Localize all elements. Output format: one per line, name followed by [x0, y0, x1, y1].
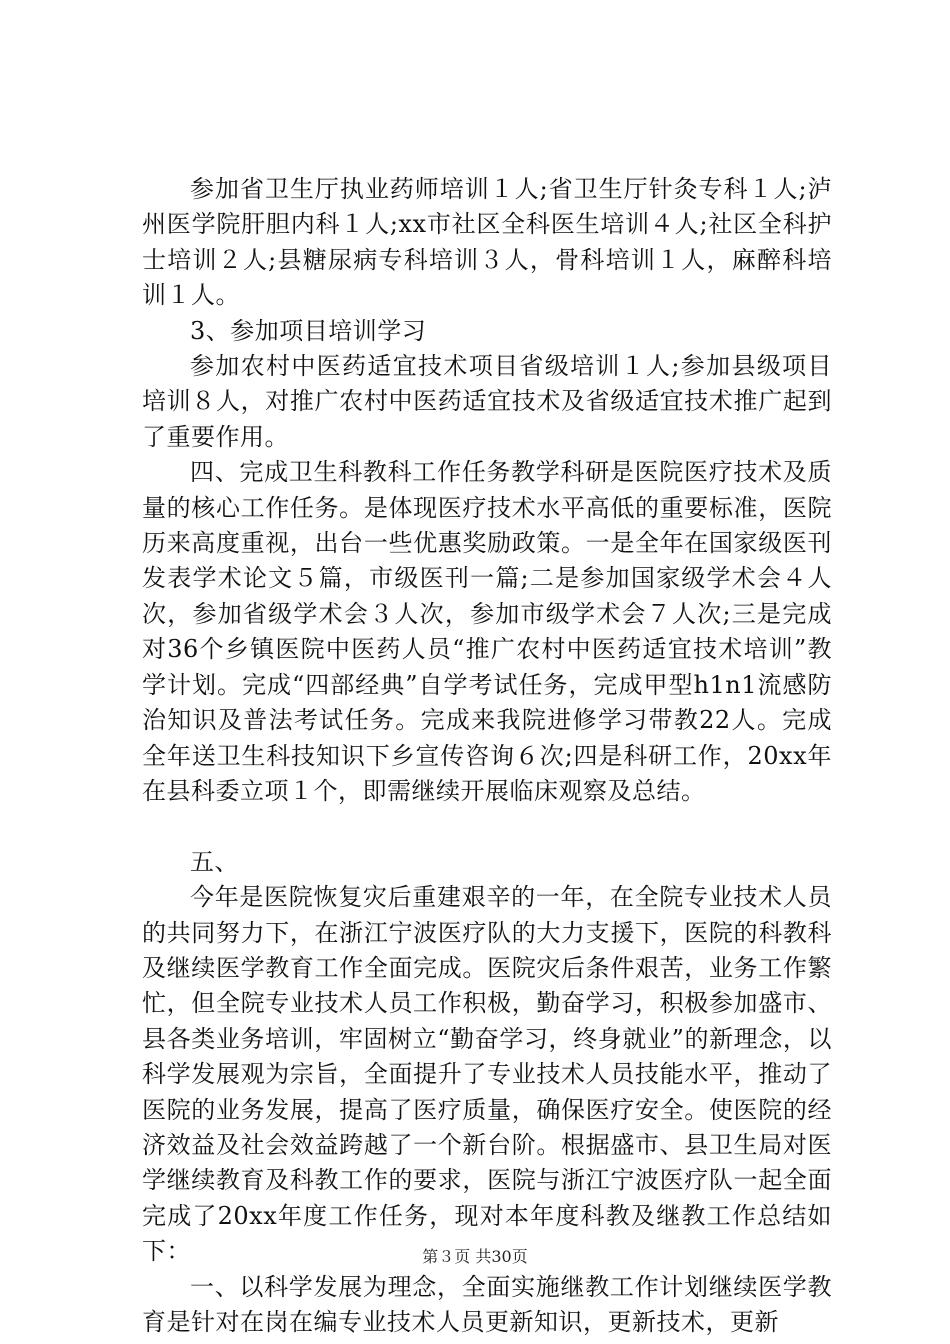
paragraph-annual-summary: 今年是医院恢复灾后重建艰辛的一年，在全院专业技术人员的共同努力下，在浙江宁波医疗队的大力支援下，医院的科教科及继续医学教育工作全面完成。医院灾后条件艰苦，业务工作繁忙，但全院专业技术人员工作积极，勤奋学习，积极参加盛市、县各类业务培训，牢固树立“勤奋学习，终身就业”的新理念，以科学发展观为宗旨，全面提升了专业技术人员技能水平，推动了医院的业务发展，提高了医疗质量，确保医疗安全。使医院的经济效益及社会效益跨越了一个新台阶。根据盛市、县卫生局对医学继续教育及科教工作的要求，医院与浙江宁波医疗队一起全面完成了20xx年度工作任务，现对本年度科教及继教工作总结如下： [142, 883, 832, 1266]
paragraph-project-training: 参加农村中医药适宜技术项目省级培训１人;参加县级项目培训８人，对推广农村中医药适宜技术及省级适宜技术推广起到了重要作用。 [142, 352, 832, 451]
paragraph-section-one: 一、以科学发展为理念，全面实施继教工作计划继续医学教育是针对在岗在编专业技术人员更新知识，更新技术，更新 [142, 1272, 832, 1336]
page-number-footer: 第３页 共30页 [422, 1247, 528, 1266]
paragraph-spacer [142, 809, 832, 844]
paragraph-training-list: 参加省卫生厅执业药师培训１人;省卫生厅针灸专科１人;泸州医学院肝胆内科１人;xx市社区全科医生培训４人;社区全科护士培训２人;县糖尿病专科培训３人，骨科培训１人，麻醉科培训１人。 [142, 175, 832, 310]
paragraph-heading-project-training: 3、参加项目培训学习 [190, 316, 427, 345]
paragraph-section-five-heading: 五、 [190, 847, 239, 876]
paragraph-section-four: 四、完成卫生科教科工作任务教学科研是医院医疗技术及质量的核心工作任务。是体现医疗技术水平高低的重要标准，医院历来高度重视，出台一些优惠奖励政策。一是全年在国家级医刊发表学术论文５篇，市级医刊一篇;二是参加国家级学术会４人次，参加省级学术会３人次，参加市级学术会７人次;三是完成对36个乡镇医院中医药人员“推广农村中医药适宜技术培训”教学计划。完成“四部经典”自学考试任务，完成甲型h1n1流感防治知识及普法考试任务。完成来我院进修学习带教22人。完成全年送卫生科技知识下乡宣传咨询６次;四是科研工作，20xx年在县科委立项１个，即需继续开展临床观察及总结。 [142, 458, 832, 805]
document-body [142, 172, 832, 1340]
